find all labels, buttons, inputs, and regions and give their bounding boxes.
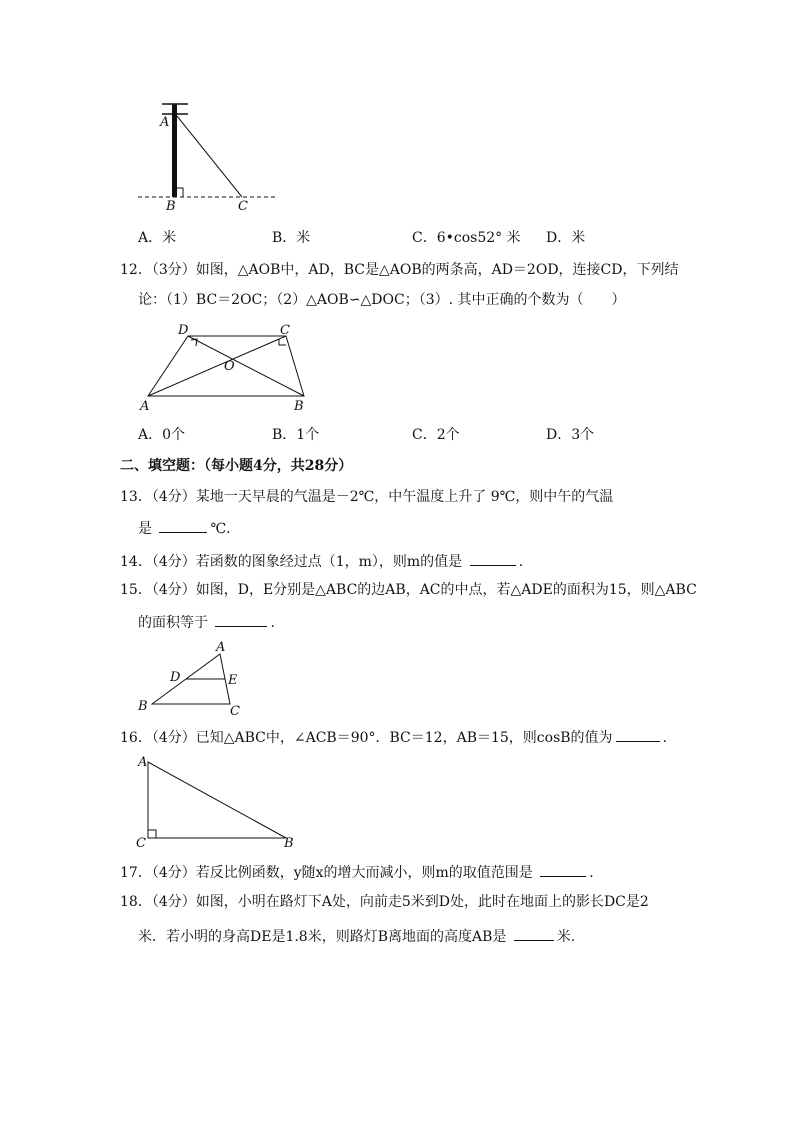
right-angle-c [279, 339, 286, 345]
q12-text-line1: 12．（3分）如图，△AOB中，AD，BC是△AOB的两条高，AD＝2OD，连接CD，下列结 [120, 262, 679, 278]
q14-prefix: 14．（4分）若函数的图象经过点（1，m），则m的值是 [120, 554, 463, 570]
q17-suffix: . [589, 865, 594, 881]
q17-answer-blank[interactable] [540, 862, 586, 877]
q12-figure [136, 318, 326, 416]
q17-prefix: 17．（4分）若反比例函数，y随x的增大而减小，则m的取值范围是 [120, 865, 533, 881]
q11-option-d[interactable]: D．米 [546, 230, 586, 246]
label-b: B [138, 699, 148, 714]
q11-option-c[interactable]: C．6•cos52° 米 [412, 230, 521, 246]
q18-line2-suffix: 米. [556, 929, 576, 945]
right-angle-mark [177, 188, 183, 197]
q11-figure [130, 96, 290, 214]
q15-line2-suffix: . [270, 615, 275, 631]
q16-text [120, 727, 667, 748]
q16-answer-blank[interactable] [616, 727, 660, 742]
pole [172, 104, 177, 197]
label-d: D [178, 323, 189, 338]
q18-text-line1: 18．（4分）如图，小明在路灯下A处，向前走5米到D处，此时在地面上的影长DC是2 [120, 894, 649, 910]
q15-answer-blank[interactable] [215, 612, 267, 627]
q17-text [120, 862, 594, 883]
q18-text-line2 [138, 926, 575, 947]
q18-answer-blank[interactable] [514, 926, 554, 941]
q12-option-b[interactable]: B．1个 [272, 427, 320, 443]
diagonal-ac [148, 336, 286, 396]
q15-text-line1: 15．（4分）如图，D，E分别是△ABC的边AB，AC的中点，若△ADE的面积为15，则△ABC [120, 582, 697, 598]
q14-answer-blank[interactable] [470, 551, 516, 566]
label-b: B [166, 199, 176, 214]
q11-option-b[interactable]: B．米 [272, 230, 311, 246]
label-e: E [228, 673, 238, 688]
q12-option-d[interactable]: D．3个 [546, 427, 595, 443]
q12-text-line2: 论：（1）BC＝2OC；（2）△AOB∽△DOC；（3）. 其中正确的个数为（ ） [138, 292, 626, 308]
label-a: A [160, 115, 170, 130]
q16-figure [134, 752, 304, 852]
label-c: C [230, 704, 240, 719]
q13-answer-blank[interactable] [159, 518, 207, 533]
label-a: A [138, 755, 148, 770]
diagonal-bd [188, 336, 304, 396]
label-c: C [280, 323, 290, 338]
q13-line2-prefix: 是 [138, 521, 152, 537]
q12-option-a[interactable]: A．0个 [138, 427, 186, 443]
label-d: D [170, 670, 181, 685]
section-title: 二、填空题：（每小题4分，共28分） [120, 458, 353, 474]
label-a: A [140, 399, 150, 414]
right-triangle [148, 762, 286, 838]
label-b: B [294, 399, 304, 414]
q13-text-line2 [138, 518, 231, 539]
label-o: O [224, 359, 235, 374]
cable [177, 116, 242, 197]
label-c: C [136, 836, 146, 851]
q18-line2-prefix: 米．若小明的身高DE是1.8米，则路灯B离地面的高度AB是 [138, 929, 507, 945]
q15-text-line2 [138, 612, 275, 633]
q13-text-line1: 13．（4分）某地一天早晨的气温是－2℃，中午温度上升了 9℃，则中午的气温 [120, 489, 614, 505]
q15-figure [134, 636, 254, 720]
label-c: C [238, 199, 248, 214]
q14-suffix: . [518, 554, 524, 570]
q12-option-c[interactable]: C．2个 [412, 427, 460, 443]
label-a: A [216, 640, 226, 655]
q16-suffix: . [662, 730, 667, 746]
label-b: B [284, 836, 294, 851]
q13-line2-suffix: ℃. [210, 521, 231, 537]
q11-option-a[interactable]: A．米 [138, 230, 177, 246]
right-angle-mark [148, 830, 156, 838]
q15-line2-prefix: 的面积等于 [138, 615, 208, 631]
q14-text [120, 551, 523, 572]
q16-prefix: 16．（4分）已知△ABC中，∠ACB＝90°．BC＝12，AB＝15，则cosB的值为 [120, 730, 613, 746]
